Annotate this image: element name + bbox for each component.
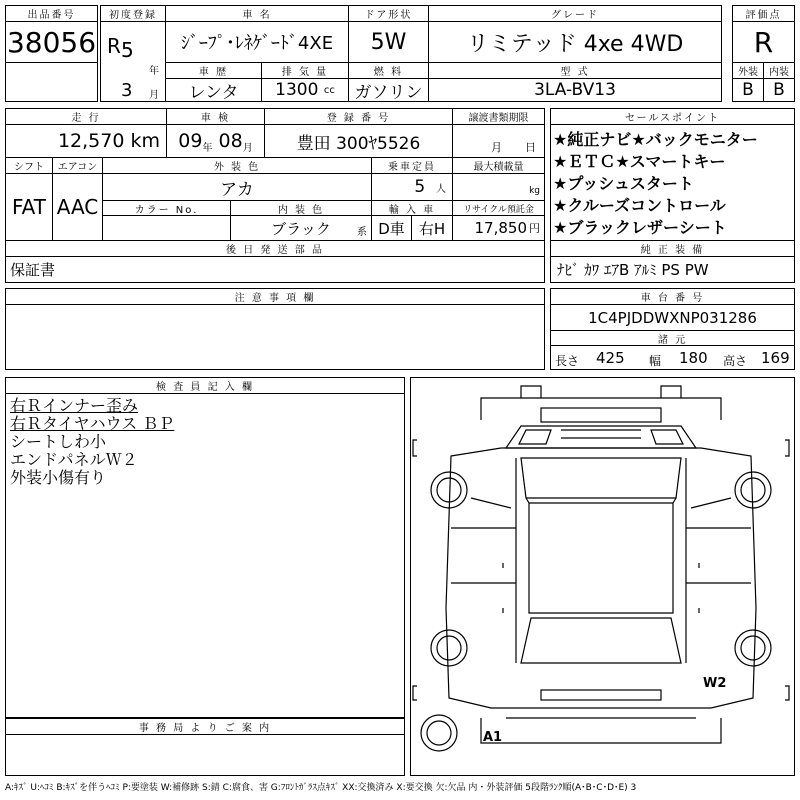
insp-month: 08	[218, 130, 243, 152]
equipment: ﾅﾋﾞ ｶﾜ ｴｱB ｱﾙﾐ PS PW	[550, 256, 795, 283]
transfer	[452, 124, 545, 158]
load-unit: kg	[529, 186, 540, 196]
car-name: ｼﾞｰﾌﾟ･ﾚﾈｹﾞｰﾄﾞ4XE	[165, 21, 349, 63]
lot-no-label: 出品番号	[5, 5, 98, 22]
sales-point-item: ★ＥＴＣ★スマートキー	[553, 152, 726, 171]
transfer-day-unit: 日	[525, 141, 536, 154]
score: R	[732, 21, 795, 63]
car-name-label: 車 名	[165, 5, 349, 22]
sales-point-item: ★クルーズコントロール	[553, 196, 726, 215]
reg-year: 5	[121, 38, 134, 62]
sales-point-item: ★純正ナビ★バックモニター	[553, 130, 758, 149]
office	[5, 734, 405, 776]
import-label: 輸 入 車	[371, 200, 453, 216]
interior-color-unit: 系	[357, 227, 367, 238]
ac: AAC	[52, 173, 103, 241]
remark-line: 外装小傷有り	[10, 468, 107, 487]
reg-month: 3	[121, 80, 133, 101]
insp-month-unit: 月	[242, 142, 253, 154]
capacity-value: 5	[414, 177, 426, 197]
legend: A:ｷｽﾞ U:ﾍｺﾐ B:ｷｽﾞを伴うﾍｺﾐ P:要塗装 W:補修跡 S:錆 C:腐食、害 G:ﾌﾛﾝﾄｶﾞﾗｽ点ｷｽﾞ XX:交換済み X:要交換 欠:欠品 内・外装評価 5段階ﾗﾝｸ順(A･B･C･D･E) 3	[5, 783, 637, 793]
color-no-label: カラー No.	[102, 200, 231, 216]
fuel-label: 燃 料	[348, 62, 429, 79]
door-label: ドア形状	[348, 5, 429, 22]
steering: 右H	[411, 215, 453, 241]
chassis-label: 車 台 番 号	[550, 288, 795, 305]
shift-label: シフト	[5, 157, 53, 174]
lot-blank	[5, 62, 98, 102]
inspection-label: 車 検	[166, 108, 265, 125]
reg-month-unit: 月	[149, 90, 159, 101]
remark-line: 右Ｒインナー歪み	[10, 396, 139, 415]
mileage-unit: km	[130, 130, 160, 152]
width-label: 幅	[649, 354, 662, 368]
reg-year-unit: 年	[149, 66, 159, 77]
displacement-unit: cc	[323, 84, 335, 96]
color-label: 外 装 色	[102, 157, 372, 174]
height: 169	[761, 349, 790, 367]
first-reg-label: 初度登録	[100, 5, 166, 22]
capacity-unit: 人	[436, 183, 446, 195]
sales-points-label: セールスポイント	[550, 108, 795, 125]
remark-line: 右Ｒタイヤハウス ＢＰ	[10, 414, 175, 433]
dimensions-label: 諸 元	[550, 330, 795, 346]
recycle-unit: 円	[529, 222, 540, 235]
load	[452, 173, 545, 201]
remark-line: エンドパネルＷ２	[10, 450, 138, 469]
notes	[5, 304, 545, 370]
grade: リミテッド 4xe 4WD	[428, 21, 722, 63]
width: 180	[679, 349, 708, 367]
displacement-value: 1300	[275, 80, 319, 100]
inspector-remarks	[5, 393, 405, 718]
damage-mark-w2: W2	[703, 676, 727, 691]
length-label: 長さ	[555, 354, 580, 368]
door: 5W	[348, 21, 429, 63]
ac-label: エアコン	[52, 157, 103, 174]
interior-label: 内装	[763, 62, 795, 79]
later-parts-label: 後 日 発 送 部 品	[5, 240, 545, 257]
insp-year-unit: 年	[202, 142, 213, 154]
capacity	[371, 173, 453, 201]
recycle-value: 17,850	[474, 219, 527, 237]
equipment-label: 純 正 装 備	[550, 240, 795, 257]
color-no	[102, 215, 231, 241]
mileage-label: 走 行	[5, 108, 167, 125]
shift: FAT	[5, 173, 53, 241]
plate: 豊田 300ﾔ5526	[264, 124, 453, 158]
chassis: 1C4PJDDWXNP031286	[550, 304, 795, 331]
mileage	[5, 124, 167, 158]
insp-year: 09	[178, 130, 203, 152]
transfer-label: 譲渡書類期限	[452, 108, 545, 125]
office-label: 事 務 局 よ り ご 案 内	[5, 718, 405, 735]
inspector-label: 検 査 員 記 入 欄	[5, 377, 405, 394]
sales-point-item: ★ブラックレザーシート	[553, 218, 727, 237]
damage-mark-a1: A1	[483, 730, 503, 745]
interior-grade: B	[763, 78, 795, 102]
height-label: 高さ	[723, 354, 748, 368]
notes-label: 注 意 事 項 欄	[5, 288, 545, 305]
remark-line: シートしわ小	[10, 432, 107, 451]
sales-points	[550, 124, 795, 241]
displacement	[261, 78, 349, 102]
exterior-label: 外装	[732, 62, 764, 79]
recycle-label: リサイクル預託金	[452, 200, 545, 216]
interior-color-value: ブラック	[271, 219, 331, 238]
dimensions	[550, 345, 795, 370]
inspection	[166, 124, 265, 158]
lot-no: 38056	[5, 21, 98, 63]
import-type: D車	[371, 215, 412, 241]
sales-point-item: ★プッシュスタート	[553, 174, 694, 193]
car-outline	[411, 378, 794, 775]
color: アカ	[102, 173, 372, 201]
history: レンタ	[165, 78, 262, 102]
load-label: 最大積載量	[452, 157, 545, 174]
model-label: 型 式	[428, 62, 722, 79]
later-parts: 保証書	[5, 256, 545, 283]
length: 425	[596, 349, 625, 367]
score-label: 評価点	[732, 5, 795, 22]
first-reg-box	[100, 21, 166, 102]
grade-label: グレード	[428, 5, 722, 22]
exterior-grade: B	[732, 78, 764, 102]
mileage-value: 12,570	[57, 130, 125, 152]
capacity-label: 乗車定員	[371, 157, 453, 174]
model: 3LA-BV13	[428, 78, 722, 102]
fuel: ガソリン	[348, 78, 429, 102]
interior-color-label: 内 装 色	[230, 200, 372, 216]
history-label: 車 歴	[165, 62, 262, 79]
interior-color	[230, 215, 372, 241]
recycle	[452, 215, 545, 241]
plate-label: 登 録 番 号	[264, 108, 453, 125]
era: R	[107, 34, 121, 58]
car-diagram	[410, 377, 795, 776]
displacement-label: 排 気 量	[261, 62, 349, 79]
transfer-month-unit: 月	[491, 141, 502, 154]
